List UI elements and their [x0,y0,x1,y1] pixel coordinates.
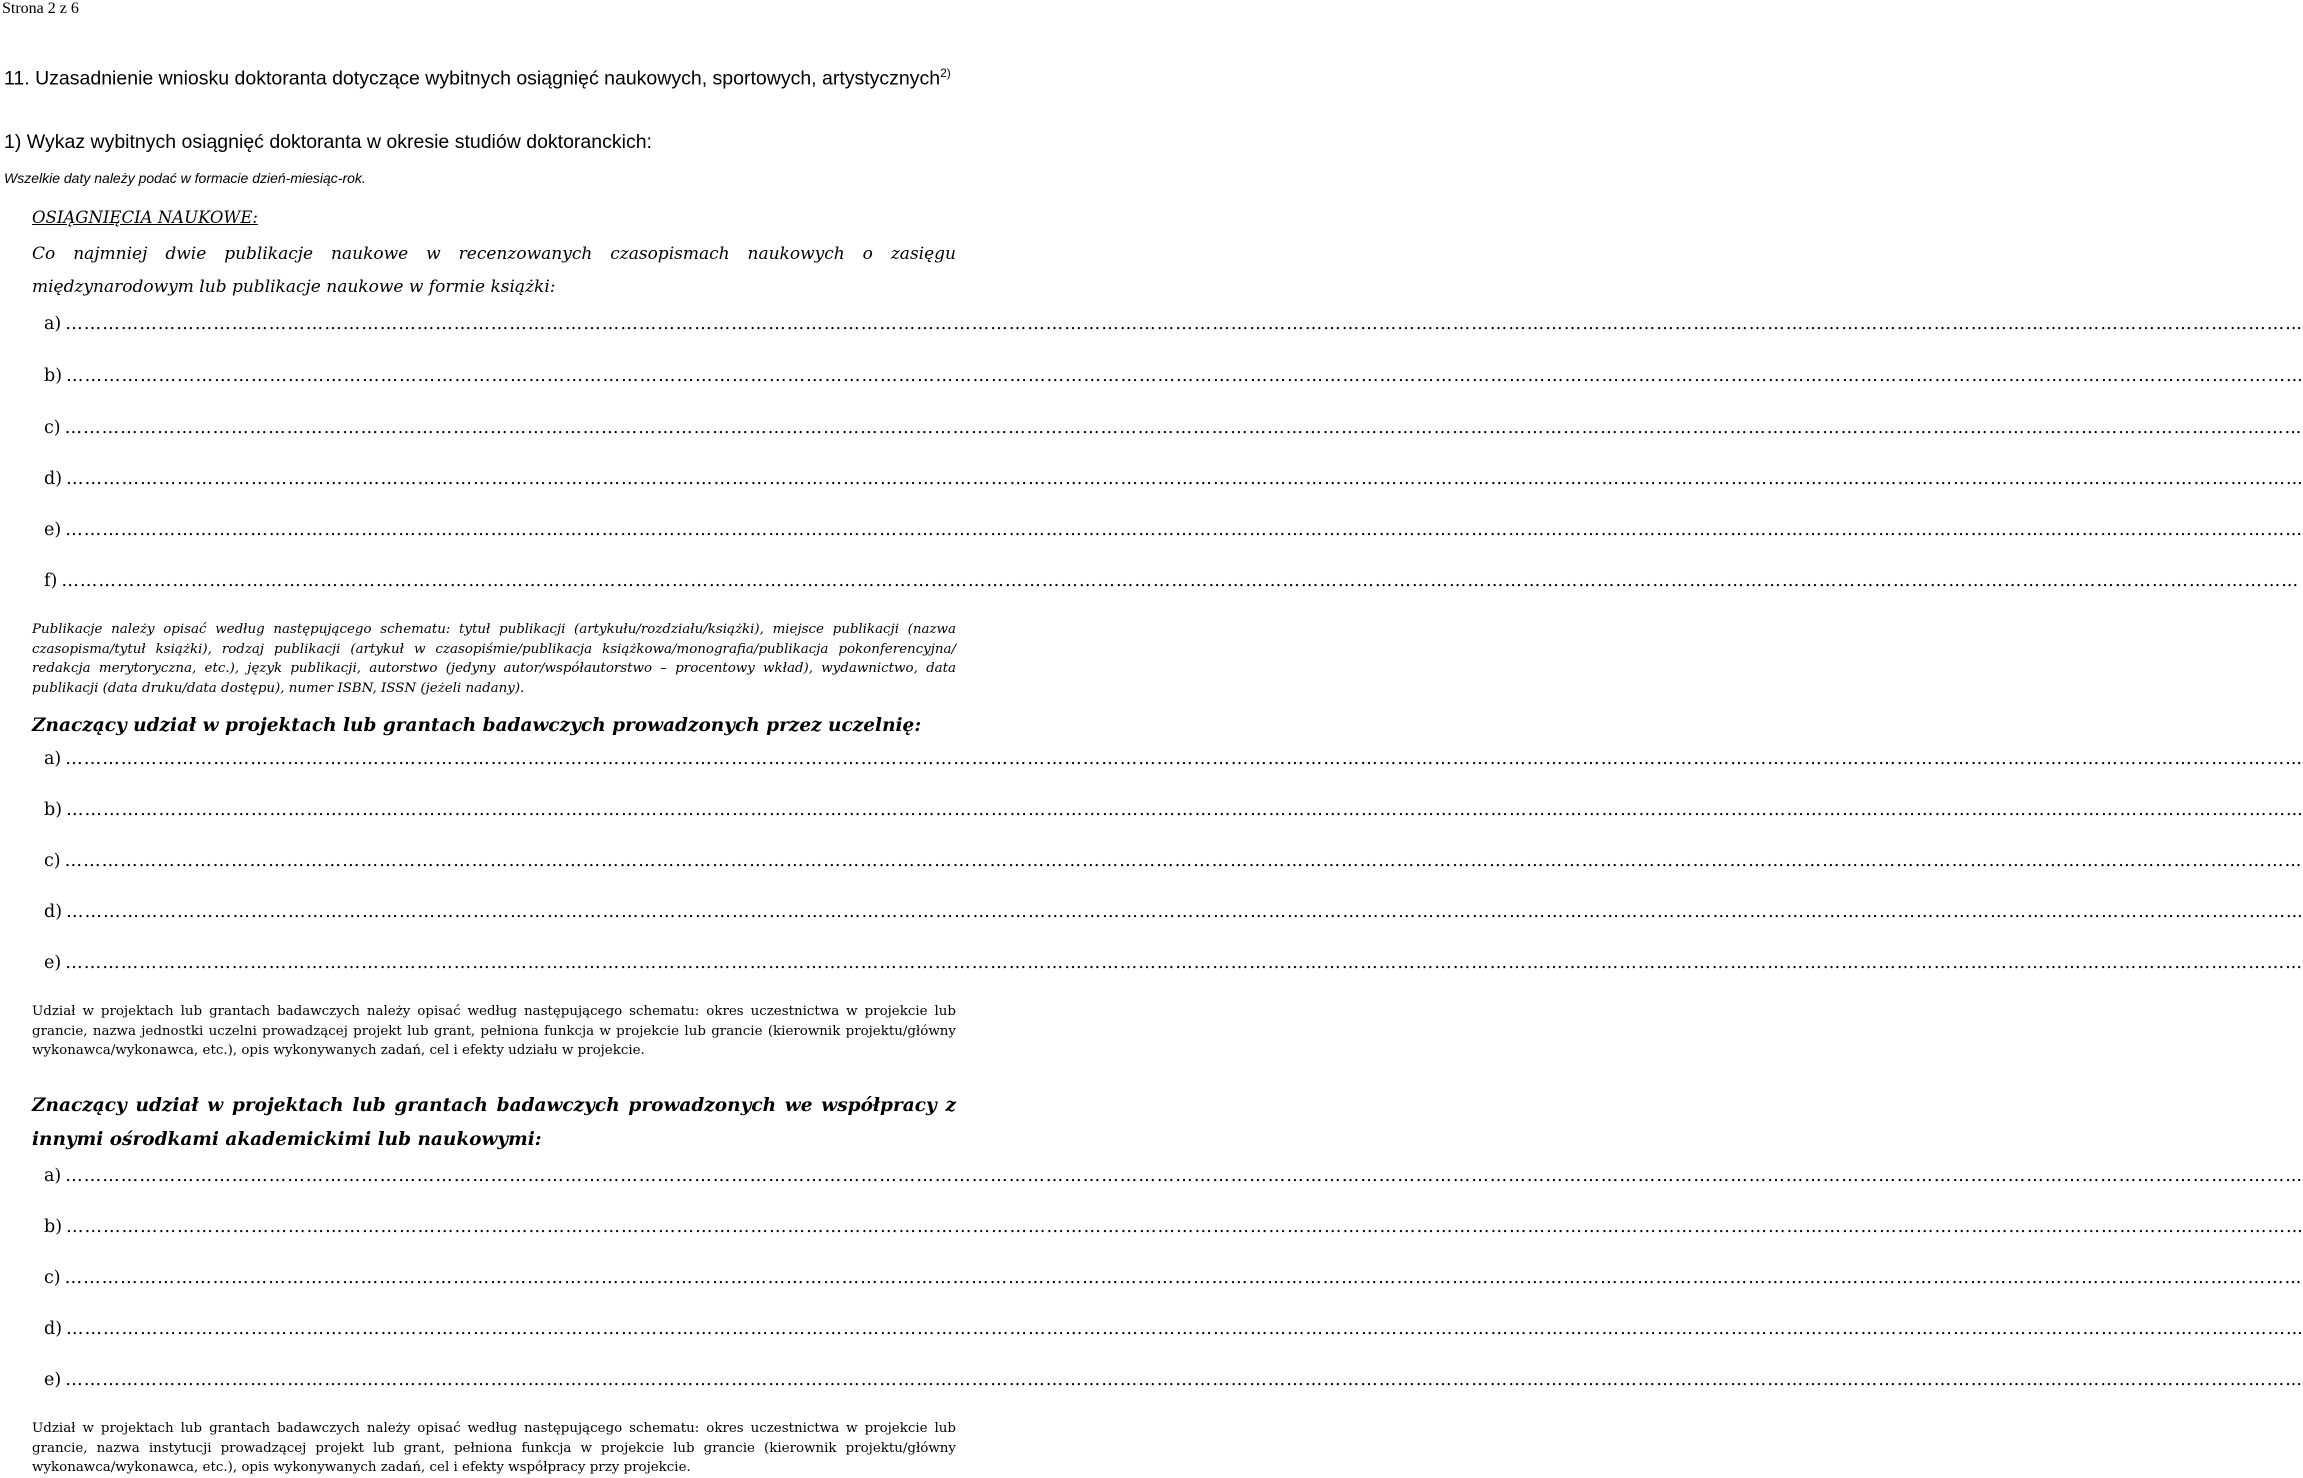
entry-dotted-line: ……………………………………………………………………………………………………………………………………………………………………………………………………………………………………………………………………………………………………………………………… [61,571,2282,591]
entry-tail: ... [2286,800,2303,820]
cooperation-project-entry-d[interactable] [44,1319,2303,1347]
entry-dotted-line: ……………………………………………………………………………………………………………………………………………………………………………………………………………………………………………………………………………………………………………………………… [64,1268,2285,1288]
cooperation-projects-instructions: Udział w projektach lub grantach badawczych należy opisać według następującego schematu: okres uczestnictwa w projekcie lub grancie, nazwa instytucji prowadzącej projekt lub grant, pełniona funkcja w projekcie lub grancie (kierownik projektu/główny wykonawca/wykonawca, etc.), opis wykonywanych zadań, cel i efekty współpracy przy projekcie. [32,1421,956,1475]
entry-label: e) [44,520,62,540]
entry-dotted-line: ……………………………………………………………………………………………………………………………………………………………………………………………………………………………………………………………………………………………………………………………… [66,1217,2287,1237]
entry-label: e) [44,1370,62,1390]
entry-tail: ... [2284,1268,2302,1288]
entry-label: c) [44,418,61,438]
entry-label: d) [44,469,63,489]
entry-tail: ... [2286,1319,2303,1339]
publication-entry-e[interactable] [44,520,2302,548]
entry-label: b) [44,800,63,820]
publication-entry-f[interactable] [44,571,2299,599]
university-project-entry-e[interactable] [44,953,2302,981]
entry-dotted-line: ……………………………………………………………………………………………………………………………………………………………………………………………………………………………………………………………………………………………………………………………… [66,469,2287,489]
entry-label: e) [44,953,62,973]
entry-label: d) [44,1319,63,1339]
entry-dotted-line: ……………………………………………………………………………………………………………………………………………………………………………………………………………………………………………………………………………………………………………………………… [65,520,2286,540]
date-format-note: Wszelkie daty należy podać w formacie dzień-miesiąc-rok. [4,170,366,186]
entry-label: a) [44,749,62,769]
entry-tail: ... [2285,520,2302,540]
entry-tail: ... [2284,851,2302,871]
achievements-list-title: 1) Wykaz wybitnych osiągnięć doktoranta w okresie studiów doktoranckich: [4,131,652,153]
entry-dotted-line: ……………………………………………………………………………………………………………………………………………………………………………………………………………………………………………………………………………………………………………………………… [64,418,2285,438]
footnote-marker: 2) [940,66,951,80]
publications-instructions: Publikacje należy opisać według następującego schematu: tytuł publikacji (artykułu/rozdziału/książki), miejsce publikacji (nazwa czasopisma/tytuł książki), rodzaj publikacji (artykuł w czasopiśmie/publikacja książkowa/monografia/publikacja pokonferencyjna/ redakcja merytoryczna, etc.), język publikacji, autorstwo (jedyny autor/współautorstwo – procentowy wkład), wydawnictwo, data publikacji (data druku/data dostępu), numer ISBN, ISSN (jeżeli nadany). [32,622,956,696]
entry-dotted-line: ……………………………………………………………………………………………………………………………………………………………………………………………………………………………………………………………………………………………………………………………… [65,314,2286,334]
entry-label: d) [44,902,63,922]
entry-label: c) [44,1268,61,1288]
cooperation-project-entry-b[interactable] [44,1217,2303,1245]
entry-dotted-line: ……………………………………………………………………………………………………………………………………………………………………………………………………………………………………………………………………………………………………………………………… [66,902,2287,922]
entry-dotted-line: ……………………………………………………………………………………………………………………………………………………………………………………………………………………………………………………………………………………………………………………………… [65,1370,2286,1390]
entry-tail: ... [2281,571,2299,591]
page-number: Strona 2 z 6 [2,0,79,17]
entry-dotted-line: ……………………………………………………………………………………………………………………………………………………………………………………………………………………………………………………………………………………………………………………………… [65,749,2286,769]
entry-dotted-line: ……………………………………………………………………………………………………………………………………………………………………………………………………………………………………………………………………………………………………………………………… [66,366,2287,386]
entry-tail: ... [2286,366,2303,386]
entry-tail: ... [2285,749,2302,769]
entry-label: c) [44,851,61,871]
entry-label: b) [44,1217,63,1237]
entry-tail: ... [2286,469,2303,489]
university-project-entry-c[interactable] [44,851,2302,879]
entry-dotted-line: ……………………………………………………………………………………………………………………………………………………………………………………………………………………………………………………………………………………………………………………………… [65,1166,2286,1186]
entry-tail: ... [2285,314,2302,334]
entry-tail: ... [2285,953,2302,973]
university-project-entry-a[interactable] [44,749,2302,777]
publication-entry-d[interactable] [44,469,2303,497]
publication-entry-c[interactable] [44,418,2302,446]
cooperation-projects-heading: Znaczący udział w projektach lub grantach badawczych prowadzonych we współpracy z innymi ośrodkami akademickimi lub naukowymi: [32,1095,956,1150]
scientific-achievements-heading: OSIĄGNIĘCIA NAUKOWE: [32,208,258,227]
entry-dotted-line: ……………………………………………………………………………………………………………………………………………………………………………………………………………………………………………………………………………………………………………………………… [64,851,2285,871]
university-projects-heading: Znaczący udział w projektach lub grantach badawczych prowadzonych przez uczelnię: [32,715,922,736]
publications-requirement: Co najmniej dwie publikacje naukowe w recenzowanych czasopismach naukowych o zasięgu międzynarodowym lub publikacje naukowe w formie książki: [32,244,956,297]
publication-entry-b[interactable] [44,366,2303,394]
section-title [4,56,954,96]
entry-dotted-line: ……………………………………………………………………………………………………………………………………………………………………………………………………………………………………………………………………………………………………………………………… [65,953,2286,973]
section-title-text: 11. Uzasadnienie wniosku doktoranta dotyczące wybitnych osiągnięć naukowych, sportowych, artystycznych [4,67,941,90]
university-projects-instructions: Udział w projektach lub grantach badawczych należy opisać według następującego schematu: okres uczestnictwa w projekcie lub grancie, nazwa jednostki uczelni prowadzącej projekt lub grant, pełniona funkcja w projekcie lub grancie (kierownik projektu/główny wykonawca/wykonawca, etc.), opis wykonywanych zadań, cel i efekty udziału w projekcie. [32,1004,956,1058]
cooperation-project-entry-c[interactable] [44,1268,2302,1296]
cooperation-project-entry-e[interactable] [44,1370,2302,1398]
university-project-entry-d[interactable] [44,902,2303,930]
entry-label: b) [44,366,63,386]
university-project-entry-b[interactable] [44,800,2303,828]
entry-tail: ... [2286,1217,2303,1237]
entry-tail: ... [2284,418,2302,438]
cooperation-project-entry-a[interactable] [44,1166,2302,1194]
entry-label: f) [44,571,58,591]
entry-dotted-line: ……………………………………………………………………………………………………………………………………………………………………………………………………………………………………………………………………………………………………………………………… [66,800,2287,820]
entry-label: a) [44,314,62,334]
entry-label: a) [44,1166,62,1186]
publication-entry-a[interactable] [44,314,2302,342]
entry-dotted-line: ……………………………………………………………………………………………………………………………………………………………………………………………………………………………………………………………………………………………………………………………… [66,1319,2287,1339]
entry-tail: ... [2285,1370,2302,1390]
entry-tail: ... [2286,902,2303,922]
entry-tail: ... [2285,1166,2302,1186]
